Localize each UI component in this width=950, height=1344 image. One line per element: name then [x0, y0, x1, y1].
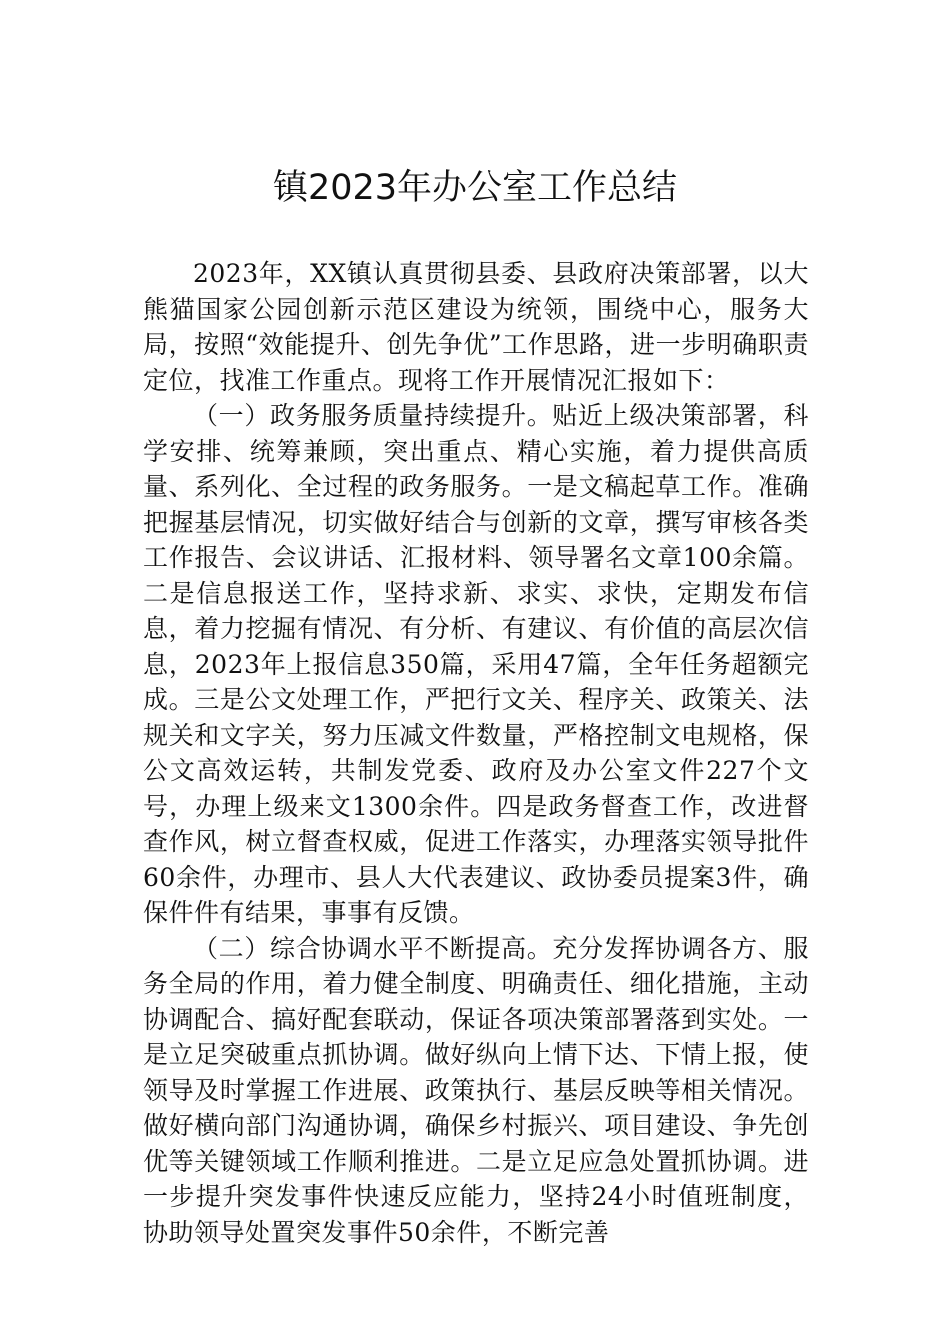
paragraph-section-1: （一）政务服务质量持续提升。贴近上级决策部署，科学安排、统筹兼顾，突出重点、精心实施，着力提供高质量、系列化、全过程的政务服务。一是文稿起草工作。准确把握基层情况，切实做好结合与创新的文章，撰写审核各类工作报告、会议讲话、汇报材料、领导署名文章100余篇。二是信息报送工作，坚持求新、求实、求快，定期发布信息，着力挖掘有情况、有分析、有建议、有价值的高层次信息，2023年上报信息350篇，采用47篇，全年任务超额完成。三是公文处理工作，严把行文关、程序关、政策关、法规关和文字关，努力压减文件数量，严格控制文电规格，保公文高效运转，共制发党委、政府及办公室文件227个文号，办理上级来文1300余件。四是政务督查工作，改进督查作风，树立督查权威，促进工作落实，办理落实领导批件60余件，办理市、县人大代表建议、政协委员提案3件，确保件件有结果，事事有反馈。 — [143, 401, 809, 927]
paragraph-section-2: （二）综合协调水平不断提高。充分发挥协调各方、服务全局的作用，着力健全制度、明确责任、细化措施，主动协调配合、搞好配套联动，保证各项决策部署落到实处。一是立足突破重点抓协调。做好纵向上情下达、下情上报，使领导及时掌握工作进展、政策执行、基层反映等相关情况。做好横向部门沟通协调，确保乡村振兴、项目建设、争先创优等关键领域工作顺利推进。二是立足应急处置抓协调。进一步提升突发事件快速反应能力，坚持24小时值班制度，协助领导处置突发事件50余件，不断完善 — [143, 933, 809, 1247]
paragraph-intro: 2023年，XX镇认真贯彻县委、县政府决策部署，以大熊猫国家公园创新示范区建设为统领，围绕中心，服务大局，按照“效能提升、创先争优”工作思路，进一步明确职责定位，找准工作重点。现将工作开展情况汇报如下： — [143, 259, 809, 395]
document-body — [143, 256, 809, 1250]
document-title: 镇2023年办公室工作总结 — [272, 168, 678, 208]
